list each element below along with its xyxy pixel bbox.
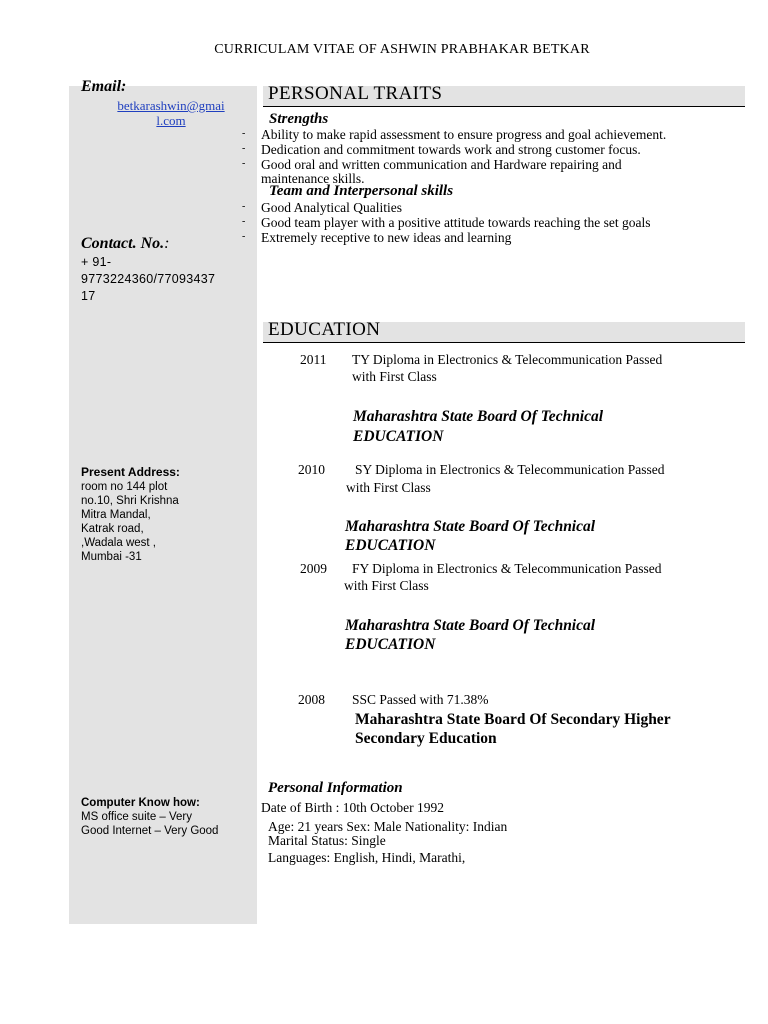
education-detail: SSC Passed with 71.38%	[352, 692, 489, 707]
bullet-dot-icon: -	[242, 158, 246, 169]
bullet-dot-icon: -	[242, 143, 246, 154]
email-line-2[interactable]: l.com	[156, 113, 186, 128]
date-of-birth: Date of Birth : 10th October 1992	[261, 800, 444, 815]
marital-status: Marital Status: Single	[268, 833, 386, 848]
personal-info-heading: Personal Information	[268, 780, 403, 796]
address-line: Katrak road,	[81, 523, 144, 535]
address-line: Mitra Mandal,	[81, 509, 151, 521]
education-detail: with First Class	[352, 369, 437, 384]
education-detail: with First Class	[344, 578, 429, 593]
contact-label	[81, 235, 169, 253]
computer-block	[81, 810, 218, 838]
personal-traits-heading-bar	[263, 83, 745, 107]
address-block	[81, 480, 179, 564]
strength-item: Good oral and written communication and Hardware repairing and	[261, 157, 622, 172]
strength-item: Ability to make rapid assessment to ensure progress and goal achievement.	[261, 127, 667, 142]
address-line: room no 144 plot	[81, 481, 168, 493]
education-detail: SY Diploma in Electronics & Telecommunication Passed	[355, 462, 665, 477]
email-line-1[interactable]: betkarashwin@gmai	[117, 98, 225, 113]
contact-line: 17	[81, 289, 96, 303]
bullet-dot-icon: -	[242, 201, 246, 212]
education-board: Maharashtra State Board Of Technical	[353, 408, 604, 425]
education-detail: TY Diploma in Electronics & Telecommunication Passed	[352, 352, 663, 367]
computer-line: Good Internet – Very Good	[81, 825, 219, 837]
age-sex-nationality: Age: 21 years Sex: Male Nationality: Indian	[268, 819, 508, 834]
contact-number	[81, 254, 215, 305]
address-line: ,Wadala west ,	[81, 537, 156, 549]
email-link[interactable]	[96, 98, 246, 128]
education-detail: with First Class	[346, 480, 431, 495]
bullet-dot-icon: -	[242, 231, 246, 242]
education-detail: FY Diploma in Electronics & Telecommunication Passed	[352, 561, 662, 576]
team-skills-heading: Team and Interpersonal skills	[269, 183, 454, 199]
education-board: EDUCATION	[353, 428, 444, 445]
education-heading: EDUCATION	[268, 319, 381, 340]
strength-item-continuation: maintenance skills.	[261, 171, 365, 186]
bullet-dot-icon: -	[242, 128, 246, 139]
address-line: Mumbai -31	[81, 551, 142, 563]
team-skill-item: Good team player with a positive attitude towards reaching the set goals	[261, 215, 651, 230]
education-year: 2008	[298, 692, 325, 707]
computer-line: MS office suite – Very	[81, 811, 193, 823]
strength-item: Dedication and commitment towards work and strong customer focus.	[261, 142, 641, 157]
team-skill-item: Good Analytical Qualities	[261, 200, 402, 215]
computer-label: Computer Know how:	[81, 797, 200, 809]
document-title: CURRICULAM VITAE OF ASHWIN PRABHAKAR BETKAR	[214, 42, 590, 57]
bullet-dot-icon: -	[242, 216, 246, 227]
team-skill-item: Extremely receptive to new ideas and learning	[261, 230, 512, 245]
education-year: 2011	[300, 352, 327, 367]
education-board: Maharashtra State Board Of Technical	[345, 617, 596, 634]
email-label: Email:	[81, 78, 127, 95]
strengths-heading: Strengths	[269, 111, 329, 127]
address-line: no.10, Shri Krishna	[81, 495, 179, 507]
contact-label-colon: :	[164, 235, 170, 252]
education-board: Secondary Education	[355, 730, 497, 747]
address-label: Present Address:	[81, 465, 180, 479]
personal-traits-heading: PERSONAL TRAITS	[268, 83, 443, 104]
education-year: 2010	[298, 462, 325, 477]
languages: Languages: English, Hindi, Marathi,	[268, 850, 466, 865]
contact-label-text: Contact. No.	[81, 235, 165, 252]
contact-line: 9773224360/77093437	[81, 272, 216, 286]
education-board: EDUCATION	[345, 537, 436, 554]
education-board: EDUCATION	[345, 636, 436, 653]
contact-line: + 91-	[81, 255, 112, 269]
education-heading-bar	[263, 319, 745, 343]
education-board: Maharashtra State Board Of Technical	[345, 518, 596, 535]
education-year: 2009	[300, 561, 327, 576]
education-board: Maharashtra State Board Of Secondary Higher	[355, 711, 671, 728]
